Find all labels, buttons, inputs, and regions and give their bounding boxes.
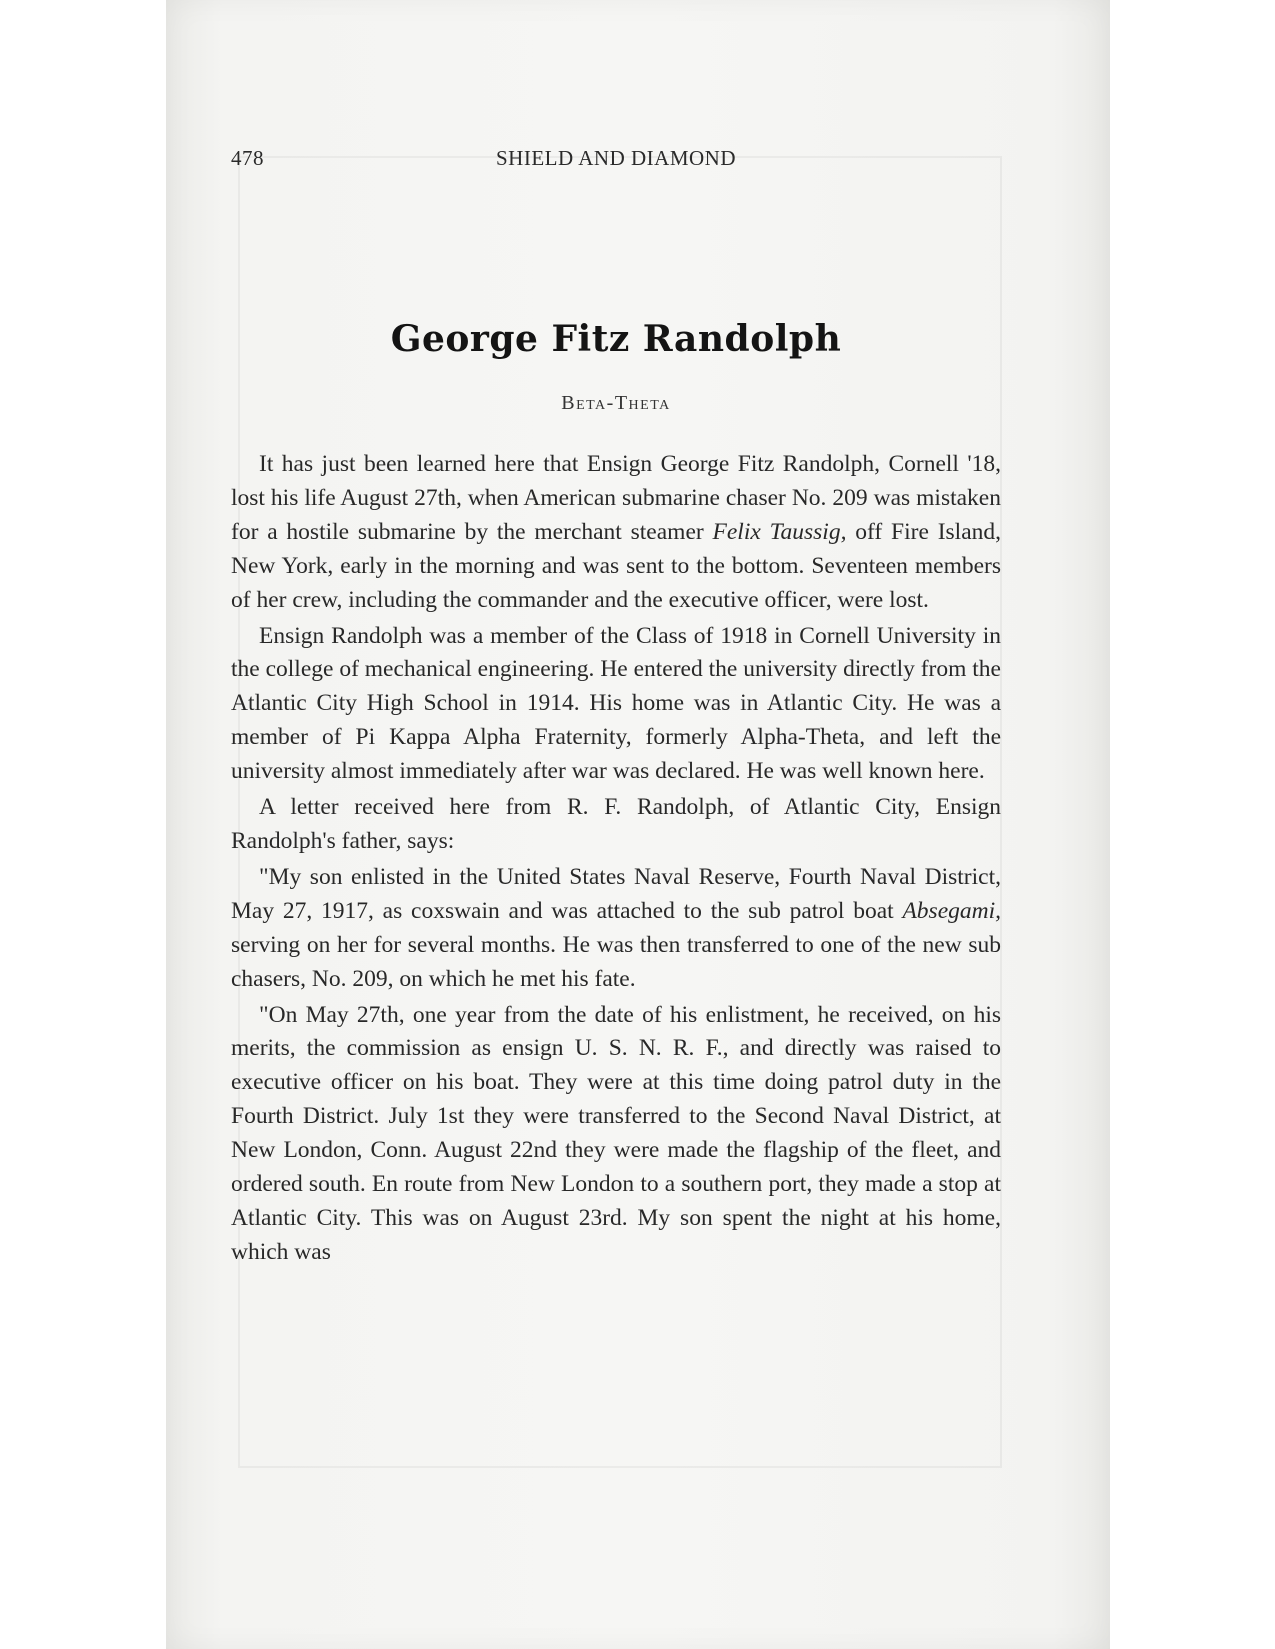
memorial-title: George Fitz Randolph [390, 318, 842, 360]
paragraph-text: off Fire Island, New York, early in the morning and was sent to the bottom. Seventeen members of her crew, including the commander and the executive officer, were lost. [231, 518, 1001, 613]
paragraph-text: It has just been learned here that Ensign George Fitz Randolph, Cornell '18, lost his life August 27th, when American submarine chaser No. 209 was mistaken for a hostile submarine by the merchant steamer [231, 451, 1001, 545]
paragraph [231, 861, 1001, 997]
paragraph [231, 620, 1001, 790]
page-header [231, 146, 1001, 176]
paragraph-text: serving on her for several months. He was then transferred to one of the new sub chasers, No. 209, on which he met his fate. [231, 931, 1001, 992]
paragraph [231, 999, 1001, 1270]
paragraph-text: A letter received here from R. F. Randolph, of Atlantic City, Ensign Randolph's father, says: [231, 794, 1001, 854]
paragraph [231, 448, 1001, 618]
page-number: 478 [231, 146, 264, 170]
ship-name: Absegami, [902, 897, 1001, 924]
running-head: SHIELD AND DIAMOND [496, 146, 736, 170]
ship-name: Felix Taussig, [712, 518, 847, 545]
paragraph [231, 791, 1001, 859]
article-body [231, 448, 1001, 1270]
paragraph-text: "On May 27th, one year from the date of his enlistment, he received, on his merits, the commission as ensign U. S. N. R. F., and directly was raised to executive officer on his boat. They were at this time doing patrol duty in the Fourth District. July 1st they were transferred to the Second Naval District, at New London, Conn. August 22nd they were made the flagship of the fleet, and ordered south. En route from New London to a southern port, they made a stop at Atlantic City. This was on August 23rd. My son spent the night at his home, which was [231, 1001, 1001, 1265]
paragraph-text: Ensign Randolph was a member of the Class of 1918 in Cornell University in the college of mechanical engineering. He entered the university directly from the Atlantic City High School in 1914. His home was in Atlantic City. He was a member of Pi Kappa Alpha Fraternity, formerly Alpha-Theta, and left the university almost immediately after war was declared. He was well known here. [231, 622, 1001, 785]
chapter-name: Beta-Theta [561, 392, 671, 414]
paragraph-text: "My son enlisted in the United States Naval Reserve, Fourth Naval District, May 27, 1917, as coxswain and was attached to the sub patrol boat [231, 863, 1001, 924]
